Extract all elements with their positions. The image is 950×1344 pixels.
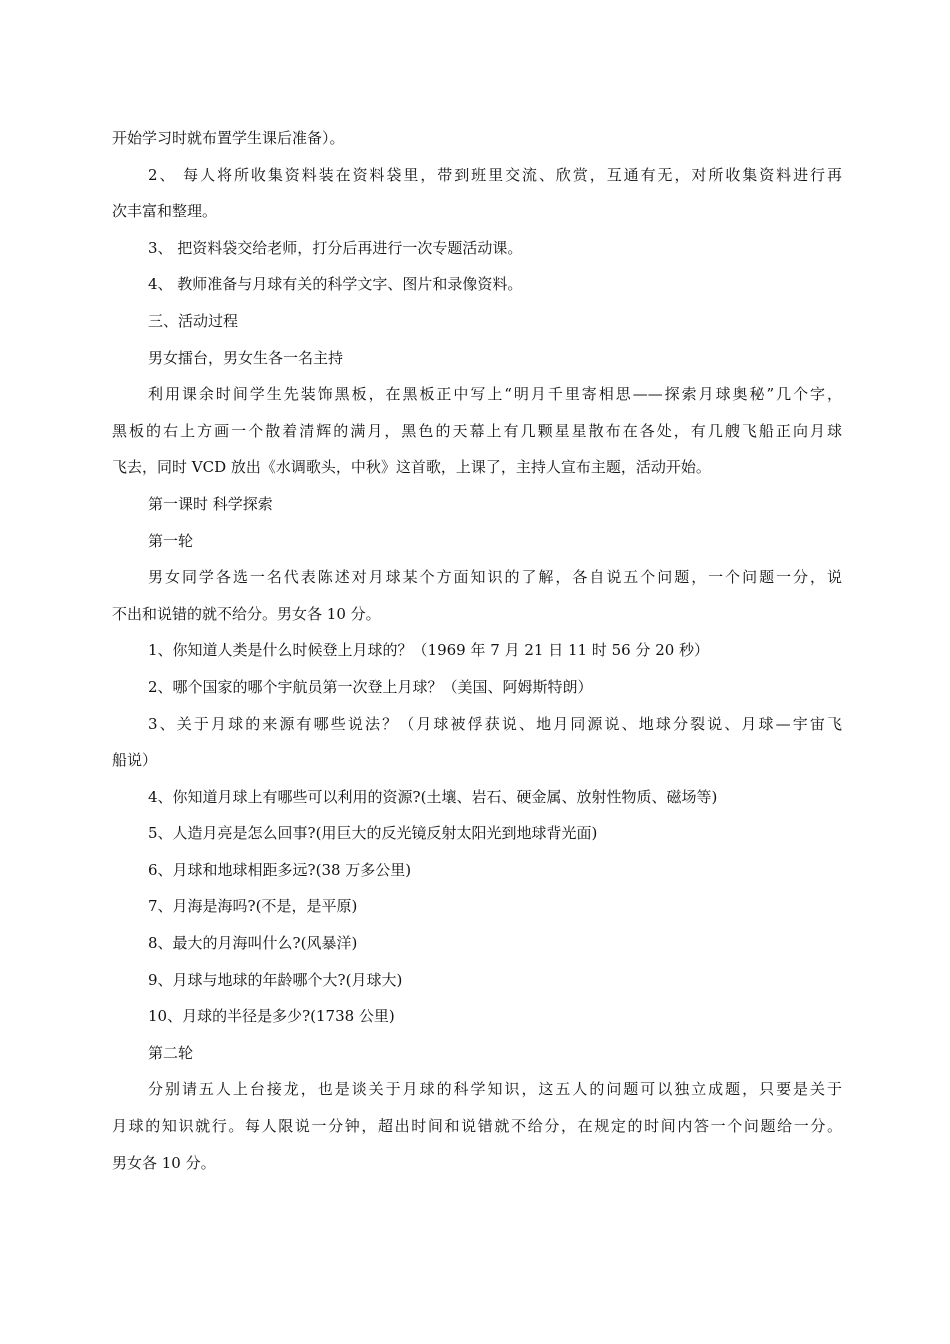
text-line: 不出和说错的就不给分。男女各 10 分。 — [112, 604, 381, 623]
text-line: 次丰富和整理。 — [112, 202, 218, 221]
text-line: 黑板的右上方画一个散着清辉的满月，黑色的天幕上有几颗星星散布在各处，有几艘飞船正向月球 — [112, 421, 842, 440]
text-line: 第一轮 — [148, 531, 194, 550]
text-line: 7、月海是海吗?(不是，是平原) — [148, 897, 358, 916]
text-line: 8、最大的月海叫什么?(风暴洋) — [148, 934, 358, 953]
text-line: 4、你知道月球上有哪些可以利用的资源?(土壤、岩石、硬金属、放射性物质、磁场等) — [148, 787, 718, 806]
text-line: 第二轮 — [148, 1043, 194, 1062]
text-line: 男女同学各选一名代表陈述对月球某个方面知识的了解，各自说五个问题，一个问题一分，说 — [148, 568, 842, 587]
text-line: 飞去，同时 VCD 放出《水调歌头，中秋》这首歌，上课了，主持人宣布主题，活动开始。 — [112, 458, 711, 477]
text-line: 9、月球与地球的年龄哪个大?(月球大) — [148, 970, 403, 989]
text-line: 10、月球的半径是多少?(1738 公里) — [148, 1007, 395, 1026]
text-line: 2、哪个国家的哪个宇航员第一次登上月球？（美国、阿姆斯特朗） — [148, 677, 593, 696]
document-body — [112, 120, 842, 1181]
text-line: 分别请五人上台接龙，也是谈关于月球的科学知识，这五人的问题可以独立成题，只要是关于 — [148, 1080, 842, 1099]
text-line: 第一课时 科学探索 — [148, 494, 273, 513]
text-line: 1、你知道人类是什么时候登上月球的？（1969 年 7 月 21 日 11 时 56 分 20 秒） — [148, 641, 710, 660]
text-line: 男女各 10 分。 — [112, 1153, 216, 1172]
text-line: 3、 把资料袋交给老师，打分后再进行一次专题活动课。 — [148, 238, 523, 257]
text-line: 利用课余时间学生先装饰黑板，在黑板正中写上“明月千里寄相思——探索月球奥秘”几个字， — [148, 385, 842, 404]
text-line: 2、 每人将所收集资料装在资料袋里，带到班里交流、欣赏，互通有无，对所收集资料进行再 — [148, 165, 842, 184]
text-line: 6、月球和地球相距多远?(38 万多公里) — [148, 860, 412, 879]
text-line: 船说） — [112, 751, 158, 770]
text-line: 4、 教师准备与月球有关的科学文字、图片和录像资料。 — [148, 275, 523, 294]
text-line: 3、关于月球的来源有哪些说法？（月球被俘获说、地月同源说、地球分裂说、月球—宇宙飞 — [148, 714, 842, 733]
text-line: 开始学习时就布置学生课后准备）。 — [112, 129, 345, 147]
text-line: 月球的知识就行。每人限说一分钟，超出时间和说错就不给分，在规定的时间内答一个问题给一分。 — [112, 1117, 842, 1136]
text-line: 5、人造月亮是怎么回事?(用巨大的反光镜反射太阳光到地球背光面) — [148, 824, 598, 843]
text-line: 男女擂台，男女生各一名主持 — [148, 348, 344, 367]
text-line: 三、活动过程 — [148, 311, 239, 330]
